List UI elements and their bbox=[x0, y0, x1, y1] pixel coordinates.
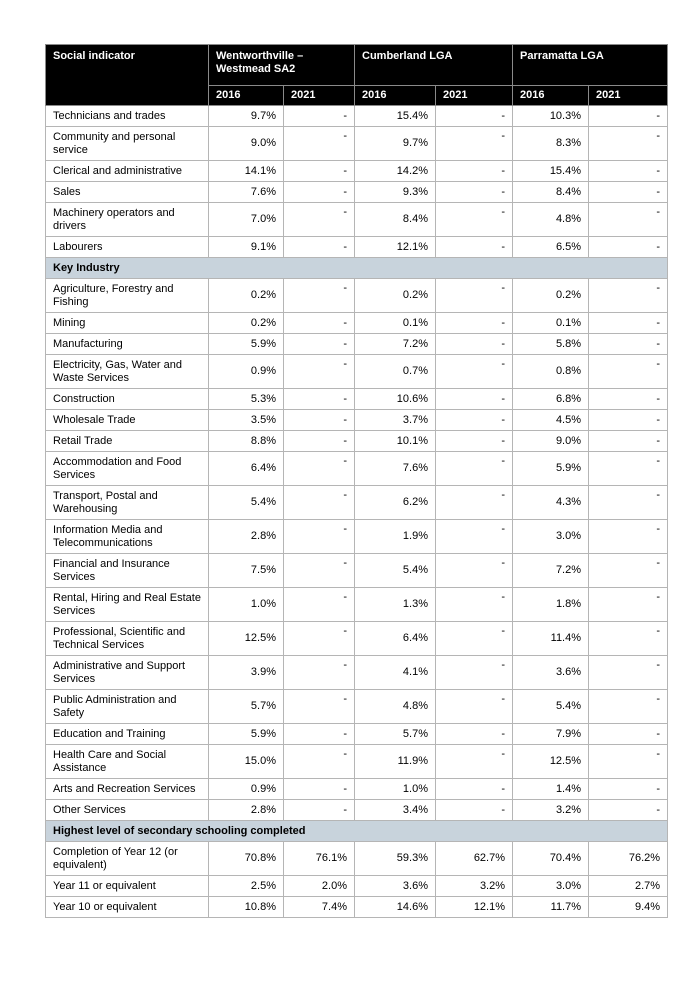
table-cell: 2.7% bbox=[589, 876, 668, 897]
table-cell: 14.1% bbox=[209, 161, 284, 182]
table-cell: 0.2% bbox=[209, 279, 284, 313]
table-row bbox=[46, 588, 668, 622]
table-cell: - bbox=[284, 127, 355, 161]
table-cell: - bbox=[589, 452, 668, 486]
section-heading: Highest level of secondary schooling completed bbox=[46, 821, 668, 842]
table-cell: 1.3% bbox=[355, 588, 436, 622]
table-cell: 0.9% bbox=[209, 355, 284, 389]
table-cell: 0.2% bbox=[209, 313, 284, 334]
table-cell: 10.1% bbox=[355, 431, 436, 452]
table-cell: 7.6% bbox=[209, 182, 284, 203]
table-cell: 12.1% bbox=[436, 897, 513, 918]
table-body bbox=[46, 106, 668, 918]
table-cell: 59.3% bbox=[355, 842, 436, 876]
table-cell: - bbox=[589, 334, 668, 355]
table-cell: 5.4% bbox=[513, 690, 589, 724]
table-cell: 4.3% bbox=[513, 486, 589, 520]
table-cell: 5.7% bbox=[355, 724, 436, 745]
table-cell: 2.8% bbox=[209, 800, 284, 821]
table-row bbox=[46, 334, 668, 355]
header-area: Parramatta LGA bbox=[513, 45, 668, 86]
table-cell: - bbox=[436, 334, 513, 355]
row-label: Agriculture, Forestry and Fishing bbox=[46, 279, 209, 313]
table-cell: - bbox=[436, 313, 513, 334]
row-label: Electricity, Gas, Water and Waste Services bbox=[46, 355, 209, 389]
table-cell: - bbox=[284, 800, 355, 821]
table-cell: 3.5% bbox=[209, 410, 284, 431]
table-cell: 6.4% bbox=[355, 622, 436, 656]
table-cell: 5.9% bbox=[513, 452, 589, 486]
table-row bbox=[46, 779, 668, 800]
table-cell: 14.6% bbox=[355, 897, 436, 918]
table-cell: - bbox=[589, 520, 668, 554]
row-label: Machinery operators and drivers bbox=[46, 203, 209, 237]
table-cell: 11.7% bbox=[513, 897, 589, 918]
table-cell: - bbox=[284, 724, 355, 745]
table-cell: - bbox=[284, 779, 355, 800]
table-cell: 76.1% bbox=[284, 842, 355, 876]
table-cell: 12.5% bbox=[209, 622, 284, 656]
table-cell: 3.6% bbox=[513, 656, 589, 690]
table-cell: 9.0% bbox=[513, 431, 589, 452]
table-row bbox=[46, 622, 668, 656]
table-cell: - bbox=[436, 355, 513, 389]
row-label: Completion of Year 12 (or equivalent) bbox=[46, 842, 209, 876]
table-cell: - bbox=[589, 389, 668, 410]
table-cell: - bbox=[436, 431, 513, 452]
table-cell: - bbox=[589, 106, 668, 127]
table-cell: 6.8% bbox=[513, 389, 589, 410]
table-cell: 7.2% bbox=[355, 334, 436, 355]
table-cell: 3.2% bbox=[436, 876, 513, 897]
table-cell: - bbox=[589, 279, 668, 313]
header-area: Cumberland LGA bbox=[355, 45, 513, 86]
table-cell: - bbox=[589, 182, 668, 203]
table-row bbox=[46, 410, 668, 431]
table-row bbox=[46, 313, 668, 334]
table-cell: 62.7% bbox=[436, 842, 513, 876]
table-cell: - bbox=[436, 588, 513, 622]
row-label: Administrative and Support Services bbox=[46, 656, 209, 690]
header-year: 2016 bbox=[355, 86, 436, 106]
table-cell: 15.4% bbox=[513, 161, 589, 182]
table-cell: 5.4% bbox=[209, 486, 284, 520]
table-cell: 5.9% bbox=[209, 334, 284, 355]
table-cell: - bbox=[589, 161, 668, 182]
table-cell: 76.2% bbox=[589, 842, 668, 876]
table-row bbox=[46, 724, 668, 745]
table-cell: 0.2% bbox=[513, 279, 589, 313]
table-cell: 7.6% bbox=[355, 452, 436, 486]
header-year: 2021 bbox=[589, 86, 668, 106]
table-cell: - bbox=[284, 410, 355, 431]
table-cell: - bbox=[589, 410, 668, 431]
header-year: 2021 bbox=[284, 86, 355, 106]
table-cell: - bbox=[589, 355, 668, 389]
table-cell: 1.4% bbox=[513, 779, 589, 800]
table-cell: 3.6% bbox=[355, 876, 436, 897]
row-label: Financial and Insurance Services bbox=[46, 554, 209, 588]
table-cell: 1.0% bbox=[355, 779, 436, 800]
table-row bbox=[46, 842, 668, 876]
table-cell: - bbox=[436, 745, 513, 779]
table-row bbox=[46, 656, 668, 690]
table-cell: - bbox=[284, 745, 355, 779]
table-cell: - bbox=[589, 779, 668, 800]
table-cell: 7.0% bbox=[209, 203, 284, 237]
table-cell: 8.4% bbox=[513, 182, 589, 203]
table-cell: - bbox=[436, 486, 513, 520]
row-label: Manufacturing bbox=[46, 334, 209, 355]
row-label: Labourers bbox=[46, 237, 209, 258]
table-cell: 7.2% bbox=[513, 554, 589, 588]
table-cell: 8.8% bbox=[209, 431, 284, 452]
header-year: 2021 bbox=[436, 86, 513, 106]
table-row bbox=[46, 161, 668, 182]
table-cell: - bbox=[284, 237, 355, 258]
table-cell: - bbox=[436, 622, 513, 656]
table-cell: 1.9% bbox=[355, 520, 436, 554]
table-cell: 3.7% bbox=[355, 410, 436, 431]
row-label: Wholesale Trade bbox=[46, 410, 209, 431]
table-cell: 2.8% bbox=[209, 520, 284, 554]
table-cell: 12.1% bbox=[355, 237, 436, 258]
table-cell: - bbox=[436, 724, 513, 745]
table-cell: 70.8% bbox=[209, 842, 284, 876]
table-cell: - bbox=[436, 554, 513, 588]
header-year: 2016 bbox=[513, 86, 589, 106]
table-row bbox=[46, 127, 668, 161]
table-cell: - bbox=[284, 182, 355, 203]
table-cell: 4.1% bbox=[355, 656, 436, 690]
table-cell: - bbox=[436, 410, 513, 431]
table-cell: 10.3% bbox=[513, 106, 589, 127]
table-cell: 3.2% bbox=[513, 800, 589, 821]
social-indicator-table bbox=[45, 44, 668, 918]
table-cell: 3.0% bbox=[513, 520, 589, 554]
table-cell: - bbox=[284, 389, 355, 410]
row-label: Information Media and Telecommunications bbox=[46, 520, 209, 554]
table-cell: 8.4% bbox=[355, 203, 436, 237]
table-cell: 5.4% bbox=[355, 554, 436, 588]
header-area: Wentworthville – Westmead SA2 bbox=[209, 45, 355, 86]
row-label: Professional, Scientific and Technical Services bbox=[46, 622, 209, 656]
table-row bbox=[46, 745, 668, 779]
table-cell: - bbox=[436, 127, 513, 161]
table-cell: - bbox=[436, 279, 513, 313]
table-cell: 8.3% bbox=[513, 127, 589, 161]
row-label: Arts and Recreation Services bbox=[46, 779, 209, 800]
table-cell: 4.5% bbox=[513, 410, 589, 431]
table-row bbox=[46, 897, 668, 918]
table-row bbox=[46, 106, 668, 127]
table-cell: 9.1% bbox=[209, 237, 284, 258]
table-cell: - bbox=[284, 588, 355, 622]
table-cell: - bbox=[589, 800, 668, 821]
table-cell: - bbox=[284, 690, 355, 724]
table-cell: - bbox=[284, 520, 355, 554]
table-cell: 9.4% bbox=[589, 897, 668, 918]
table-cell: 4.8% bbox=[513, 203, 589, 237]
table-cell: 9.7% bbox=[355, 127, 436, 161]
table-cell: - bbox=[284, 279, 355, 313]
row-label: Transport, Postal and Warehousing bbox=[46, 486, 209, 520]
table-cell: - bbox=[284, 622, 355, 656]
table-cell: - bbox=[436, 106, 513, 127]
table-row bbox=[46, 355, 668, 389]
table-cell: 1.0% bbox=[209, 588, 284, 622]
table-row bbox=[46, 389, 668, 410]
table-row bbox=[46, 431, 668, 452]
table-cell: - bbox=[436, 452, 513, 486]
table-cell: - bbox=[284, 452, 355, 486]
table-cell: 14.2% bbox=[355, 161, 436, 182]
table-cell: 11.9% bbox=[355, 745, 436, 779]
table-cell: 6.4% bbox=[209, 452, 284, 486]
table-cell: 5.9% bbox=[209, 724, 284, 745]
table-cell: 0.1% bbox=[355, 313, 436, 334]
header-indicator: Social indicator bbox=[46, 45, 209, 106]
table-cell: - bbox=[589, 588, 668, 622]
table-cell: - bbox=[436, 389, 513, 410]
row-label: Retail Trade bbox=[46, 431, 209, 452]
table-cell: - bbox=[436, 656, 513, 690]
table-cell: 7.9% bbox=[513, 724, 589, 745]
table-cell: - bbox=[436, 237, 513, 258]
table-cell: 3.9% bbox=[209, 656, 284, 690]
table-cell: 10.6% bbox=[355, 389, 436, 410]
table-cell: - bbox=[284, 203, 355, 237]
table-row bbox=[46, 520, 668, 554]
table-row bbox=[46, 800, 668, 821]
table-cell: - bbox=[589, 313, 668, 334]
table-cell: 0.8% bbox=[513, 355, 589, 389]
table-row bbox=[46, 486, 668, 520]
row-label: Sales bbox=[46, 182, 209, 203]
row-label: Health Care and Social Assistance bbox=[46, 745, 209, 779]
table-cell: 0.1% bbox=[513, 313, 589, 334]
table-cell: - bbox=[436, 182, 513, 203]
row-label: Rental, Hiring and Real Estate Services bbox=[46, 588, 209, 622]
row-label: Education and Training bbox=[46, 724, 209, 745]
table-cell: 2.0% bbox=[284, 876, 355, 897]
table-cell: - bbox=[284, 656, 355, 690]
row-label: Year 11 or equivalent bbox=[46, 876, 209, 897]
table-cell: 9.7% bbox=[209, 106, 284, 127]
table-cell: - bbox=[284, 431, 355, 452]
table-cell: - bbox=[589, 127, 668, 161]
row-label: Other Services bbox=[46, 800, 209, 821]
table-cell: 4.8% bbox=[355, 690, 436, 724]
table-cell: 9.0% bbox=[209, 127, 284, 161]
table-cell: - bbox=[589, 690, 668, 724]
table-cell: - bbox=[436, 161, 513, 182]
table-cell: - bbox=[589, 745, 668, 779]
table-cell: - bbox=[284, 334, 355, 355]
row-label: Clerical and administrative bbox=[46, 161, 209, 182]
table-cell: 5.7% bbox=[209, 690, 284, 724]
section-row bbox=[46, 258, 668, 279]
table-cell: - bbox=[284, 161, 355, 182]
row-label: Accommodation and Food Services bbox=[46, 452, 209, 486]
table-cell: 10.8% bbox=[209, 897, 284, 918]
row-label: Construction bbox=[46, 389, 209, 410]
table-cell: 9.3% bbox=[355, 182, 436, 203]
table-cell: 70.4% bbox=[513, 842, 589, 876]
row-label: Community and personal service bbox=[46, 127, 209, 161]
table-row bbox=[46, 690, 668, 724]
table-cell: - bbox=[589, 656, 668, 690]
table-cell: - bbox=[589, 622, 668, 656]
table-row bbox=[46, 554, 668, 588]
table-cell: - bbox=[589, 554, 668, 588]
table-cell: - bbox=[436, 520, 513, 554]
table-cell: - bbox=[589, 237, 668, 258]
row-label: Technicians and trades bbox=[46, 106, 209, 127]
table-cell: - bbox=[589, 431, 668, 452]
table-cell: 15.4% bbox=[355, 106, 436, 127]
table-cell: - bbox=[589, 203, 668, 237]
table-cell: 1.8% bbox=[513, 588, 589, 622]
table-cell: 7.5% bbox=[209, 554, 284, 588]
table-cell: - bbox=[589, 486, 668, 520]
table-cell: - bbox=[284, 486, 355, 520]
table-cell: 2.5% bbox=[209, 876, 284, 897]
table-row bbox=[46, 876, 668, 897]
table-cell: 5.8% bbox=[513, 334, 589, 355]
table-cell: 15.0% bbox=[209, 745, 284, 779]
table-cell: 6.5% bbox=[513, 237, 589, 258]
table-row bbox=[46, 452, 668, 486]
table-cell: 6.2% bbox=[355, 486, 436, 520]
table-cell: - bbox=[284, 355, 355, 389]
table-cell: - bbox=[436, 800, 513, 821]
table-cell: - bbox=[284, 106, 355, 127]
table-row bbox=[46, 279, 668, 313]
row-label: Public Administration and Safety bbox=[46, 690, 209, 724]
table-cell: 12.5% bbox=[513, 745, 589, 779]
row-label: Year 10 or equivalent bbox=[46, 897, 209, 918]
section-row bbox=[46, 821, 668, 842]
table-cell: 0.7% bbox=[355, 355, 436, 389]
table-cell: - bbox=[589, 724, 668, 745]
table-cell: 5.3% bbox=[209, 389, 284, 410]
table-row bbox=[46, 182, 668, 203]
section-heading: Key Industry bbox=[46, 258, 668, 279]
table-row bbox=[46, 203, 668, 237]
table-cell: - bbox=[436, 690, 513, 724]
table-cell: - bbox=[284, 313, 355, 334]
table-cell: - bbox=[284, 554, 355, 588]
table-cell: 7.4% bbox=[284, 897, 355, 918]
header-year: 2016 bbox=[209, 86, 284, 106]
table-row bbox=[46, 237, 668, 258]
table-cell: 0.9% bbox=[209, 779, 284, 800]
table-cell: - bbox=[436, 203, 513, 237]
row-label: Mining bbox=[46, 313, 209, 334]
table-cell: 11.4% bbox=[513, 622, 589, 656]
table-cell: 0.2% bbox=[355, 279, 436, 313]
table-cell: - bbox=[436, 779, 513, 800]
table-cell: 3.4% bbox=[355, 800, 436, 821]
table-cell: 3.0% bbox=[513, 876, 589, 897]
